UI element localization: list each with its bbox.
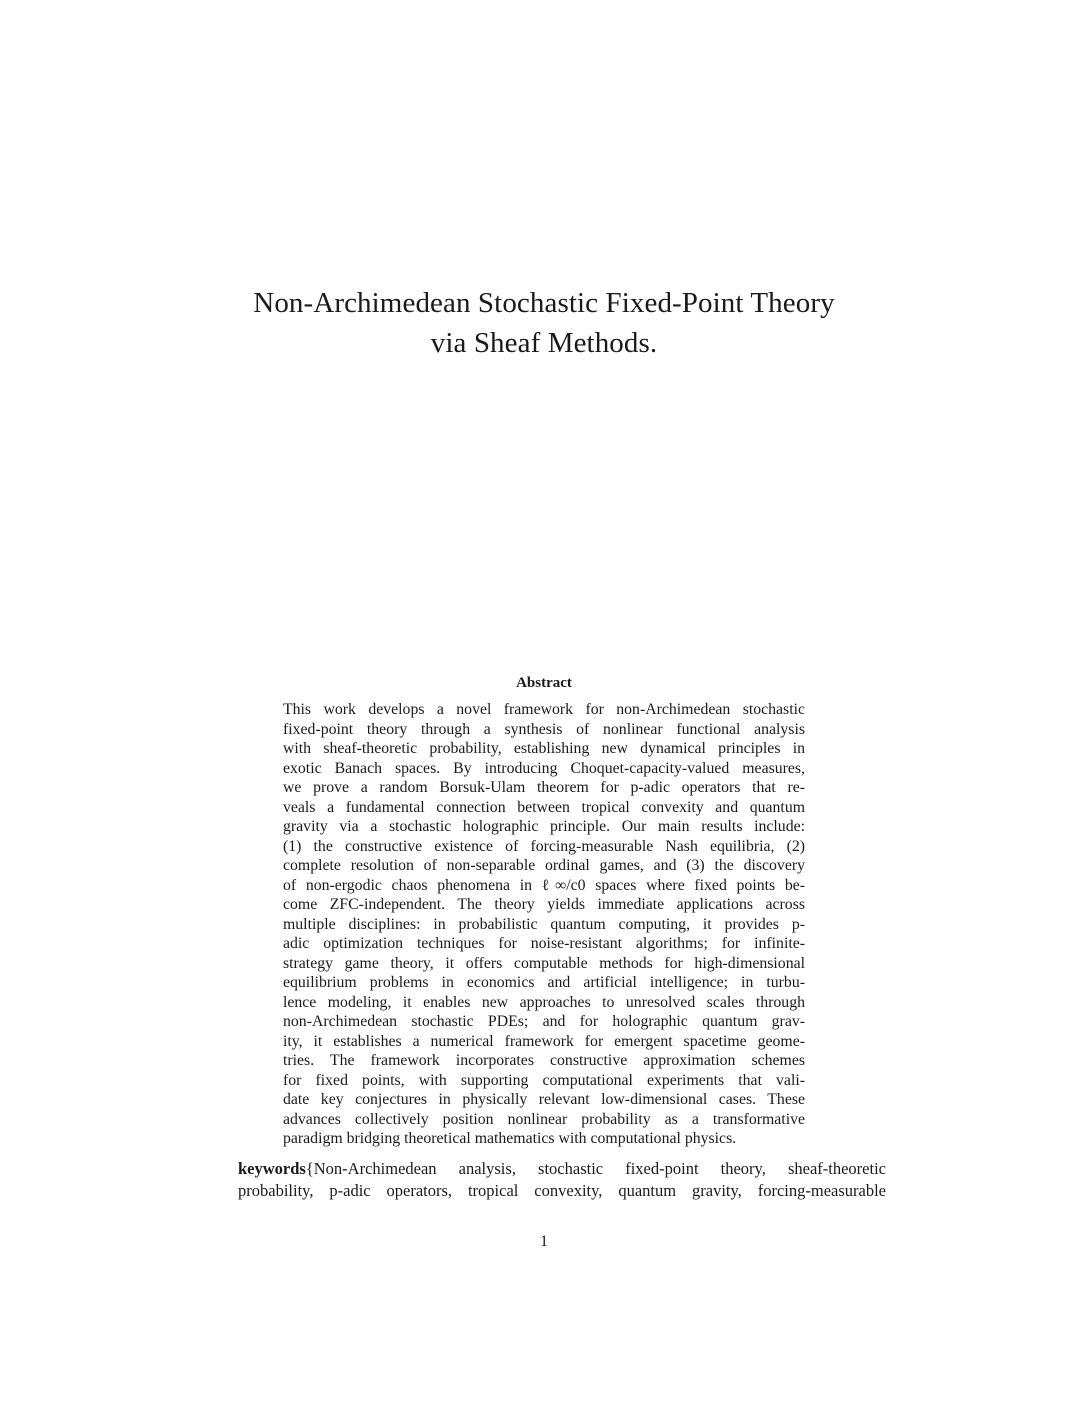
- abstract-line: (1) the constructive existence of forcing-measurable Nash equilibria, (2): [283, 837, 805, 855]
- page-number: 1: [540, 1233, 548, 1250]
- abstract-line: with sheaf-theoretic probability, establishing new dynamical principles in: [283, 740, 805, 757]
- abstract-line: of non-ergodic chaos phenomena in ℓ∞/c0 spaces where fixed points be-: [283, 876, 805, 894]
- keywords-text-1: {Non-Archimedean analysis, stochastic fixed-point theory, sheaf-theoretic: [305, 1159, 886, 1178]
- paper-title-line-2: via Sheaf Methods.: [430, 327, 658, 359]
- paper-title-line-1: Non-Archimedean Stochastic Fixed-Point Theory: [253, 287, 835, 319]
- keywords-label: keywords: [238, 1159, 306, 1178]
- abstract-line: fixed-point theory through a synthesis of nonlinear functional analysis: [283, 720, 805, 738]
- abstract-line: lence modeling, it enables new approaches to unresolved scales through: [283, 993, 805, 1011]
- abstract-line: ity, it establishes a numerical framework for emergent spacetime geome-: [283, 1032, 805, 1050]
- abstract-line: strategy game theory, it offers computable methods for high-dimensional: [283, 954, 805, 972]
- abstract-line: multiple disciplines: in probabilistic quantum computing, it provides p-: [283, 915, 805, 933]
- abstract-body: [283, 700, 805, 1149]
- abstract-line: complete resolution of non-separable ordinal games, and (3) the discovery: [283, 857, 805, 874]
- abstract-line: paradigm bridging theoretical mathematics with computational physics.: [283, 1130, 737, 1147]
- abstract-line: for fixed points, with supporting computational experiments that vali-: [283, 1071, 805, 1089]
- abstract-line: tries. The framework incorporates constructive approximation schemes: [283, 1052, 805, 1069]
- keywords-text-2: probability, p-adic operators, tropical convexity, quantum gravity, forcing-measurable: [238, 1181, 886, 1200]
- abstract-line: exotic Banach spaces. By introducing Choquet-capacity-valued measures,: [283, 759, 805, 777]
- abstract-line: This work develops a novel framework for non-Archimedean stochastic: [283, 701, 805, 718]
- abstract-heading: Abstract: [516, 675, 572, 691]
- abstract-line: non-Archimedean stochastic PDEs; and for holographic quantum grav-: [283, 1013, 805, 1030]
- abstract-line: veals a fundamental connection between tropical convexity and quantum: [283, 798, 805, 816]
- paper-title: [160, 283, 928, 363]
- abstract-line: adic optimization techniques for noise-resistant algorithms; for infinite-: [283, 935, 805, 952]
- keywords-line-1: [238, 1158, 886, 1180]
- abstract-line: come ZFC-independent. The theory yields immediate applications across: [283, 896, 805, 913]
- abstract-line: equilibrium problems in economics and artificial intelligence; in turbu-: [283, 974, 805, 991]
- abstract-line: date key conjectures in physically relevant low-dimensional cases. These: [283, 1091, 805, 1108]
- abstract-line: we prove a random Borsuk-Ulam theorem for p-adic operators that re-: [283, 779, 805, 796]
- abstract-line: gravity via a stochastic holographic principle. Our main results include:: [283, 818, 805, 835]
- keywords-block: [238, 1158, 886, 1202]
- abstract-line: advances collectively position nonlinear probability as a transformative: [283, 1110, 805, 1128]
